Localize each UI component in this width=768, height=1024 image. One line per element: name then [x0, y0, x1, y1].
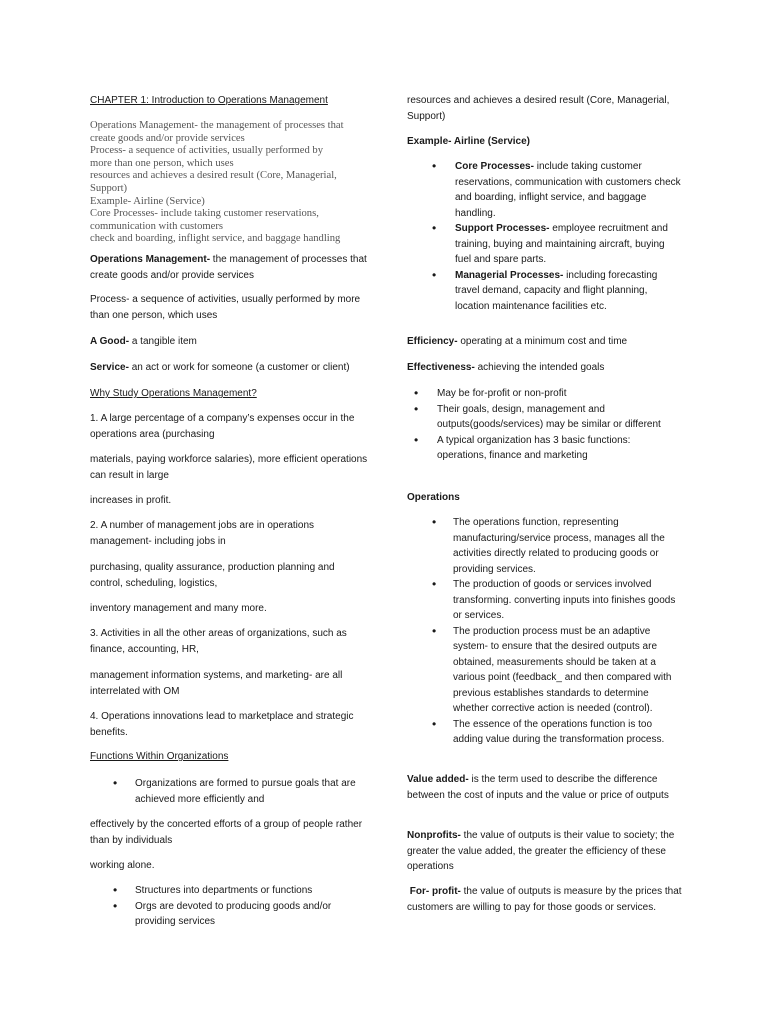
pasted-serif-text: [90, 120, 380, 246]
good-def: a tangible item: [129, 336, 197, 347]
value-added-definition: Value added- is the term used to describe the difference between the cost of inputs and the value or price of outputs: [407, 774, 669, 801]
core-processes-term: Core Processes-: [455, 161, 534, 172]
serif-line: communication with customers: [90, 220, 223, 232]
organization-bullet-list: [407, 386, 682, 464]
om-term: Operations Management-: [90, 254, 211, 265]
chapter-title: CHAPTER 1: Introduction to Operations Management: [90, 95, 328, 106]
om-def: the management of processes that create goods and/or provide services: [90, 254, 367, 281]
operations-bullet-list: [407, 515, 682, 748]
list-item: • Managerial Processes- including forecasting travel demand, capacity and flight planning, location maintenance facilities etc.: [407, 268, 682, 315]
list-item: • Core Processes- include taking customer reservations, communication with customers check and boarding, inflight service, and baggage handling.: [407, 159, 682, 221]
serif-line: more than one person, which uses: [90, 157, 234, 169]
why-paragraph-4: 4. Operations innovations lead to marketplace and strategic benefits.: [90, 711, 354, 738]
list-item: • Organizations are formed to pursue goals that are achieved more efficiently and: [90, 776, 368, 807]
list-item: • Orgs are devoted to producing goods and/or providing services: [90, 899, 368, 930]
serif-line: create goods and/or provide services: [90, 132, 245, 144]
serif-line: Core Processes- include taking customer reservations,: [90, 208, 319, 220]
nonprofits-definition: Nonprofits- the value of outputs is their value to society; the greater the value added, the greater the efficiency of these operations: [407, 830, 675, 872]
service-term: Service-: [90, 362, 129, 373]
list-item: • May be for-profit or non-profit: [407, 386, 682, 402]
functions-paragraph-2: working alone.: [90, 860, 155, 871]
serif-line: Operations Management- the management of processes that: [90, 120, 344, 131]
operations-heading: Operations: [407, 492, 460, 503]
why-paragraph-1a: 1. A large percentage of a company’s expenses occur in the operations area (purchasing: [90, 413, 355, 440]
efficiency-definition: Efficiency- operating at a minimum cost and time: [407, 336, 628, 347]
why-paragraph-2a: 2. A number of management jobs are in operations management- including jobs in: [90, 520, 315, 547]
serif-line: check and boarding, inflight service, and baggage handling: [90, 233, 341, 245]
list-item: • The essence of the operations function is too adding value during the transformation process.: [407, 717, 682, 748]
list-item: • Their goals, design, management and outputs(goods/services) may be similar or different: [407, 402, 682, 433]
why-paragraph-3a: 3. Activities in all the other areas of organizations, such as finance, accounting, HR,: [90, 628, 347, 655]
why-paragraph-2b: purchasing, quality assurance, production planning and control, scheduling, logistics,: [90, 562, 335, 589]
list-item: • Structures into departments or functions: [90, 883, 368, 899]
functions-paragraph-1: effectively by the concerted efforts of a group of people rather than by individuals: [90, 819, 363, 846]
good-term: A Good-: [90, 336, 130, 347]
structures-bullet-list: [90, 883, 368, 930]
list-item: • A typical organization has 3 basic functions: operations, finance and marketing: [407, 433, 682, 464]
service-def: an act or work for someone (a customer or client): [128, 362, 350, 373]
why-paragraph-2c: inventory management and many more.: [90, 603, 267, 614]
functions-heading: Functions Within Organizations: [90, 751, 229, 762]
why-paragraph-1b: materials, paying workforce salaries), more efficient operations can result in large: [90, 454, 368, 481]
service-definition: [90, 360, 368, 376]
serif-line: Process- a sequence of activities, usually performed by: [90, 145, 323, 157]
good-definition: [90, 334, 368, 350]
om-definition: [90, 252, 368, 283]
list-item: • The operations function, representing manufacturing/service process, manages all the activities directly related to producing goods or providing services.: [407, 515, 682, 577]
why-paragraph-3b: management information systems, and marketing- are all interrelated with OM: [90, 670, 343, 697]
for-profit-definition: For- profit- the value of outputs is measure by the prices that customers are willing to pay for those goods or services.: [407, 886, 682, 913]
process-definition: Process- a sequence of activities, usually performed by more than one person, which uses: [90, 294, 361, 321]
serif-line: resources and achieves a desired result (Core, Managerial,: [90, 170, 337, 182]
airline-example-heading: Example- Airline (Service): [407, 136, 531, 147]
airline-process-list: [407, 159, 682, 314]
list-item: • The production of goods or services involved transforming. converting inputs into finishes goods or services.: [407, 577, 682, 624]
list-item: • The production process must be an adaptive system- to ensure that the desired outputs are obtained, measurements should be taken at a various point (feedback_ and then compared with previous establishes standards to determine whether corrective action is needed (control).: [407, 624, 682, 717]
functions-bullet-list: [90, 776, 368, 807]
support-processes-term: Support Processes-: [455, 223, 550, 234]
list-item: • Support Processes- employee recruitment and training, buying and maintaining aircraft, buying fuel and spare parts.: [407, 221, 682, 268]
serif-line: Example- Airline (Service): [90, 195, 205, 207]
managerial-processes-term: Managerial Processes-: [455, 269, 564, 281]
continued-text: resources and achieves a desired result (Core, Managerial, Support): [407, 95, 670, 122]
why-study-heading: Why Study Operations Management?: [90, 388, 257, 399]
why-paragraph-1c: increases in profit.: [90, 495, 172, 506]
effectiveness-definition: Effectiveness- achieving the intended goals: [407, 362, 605, 373]
serif-line: Support): [90, 182, 128, 194]
